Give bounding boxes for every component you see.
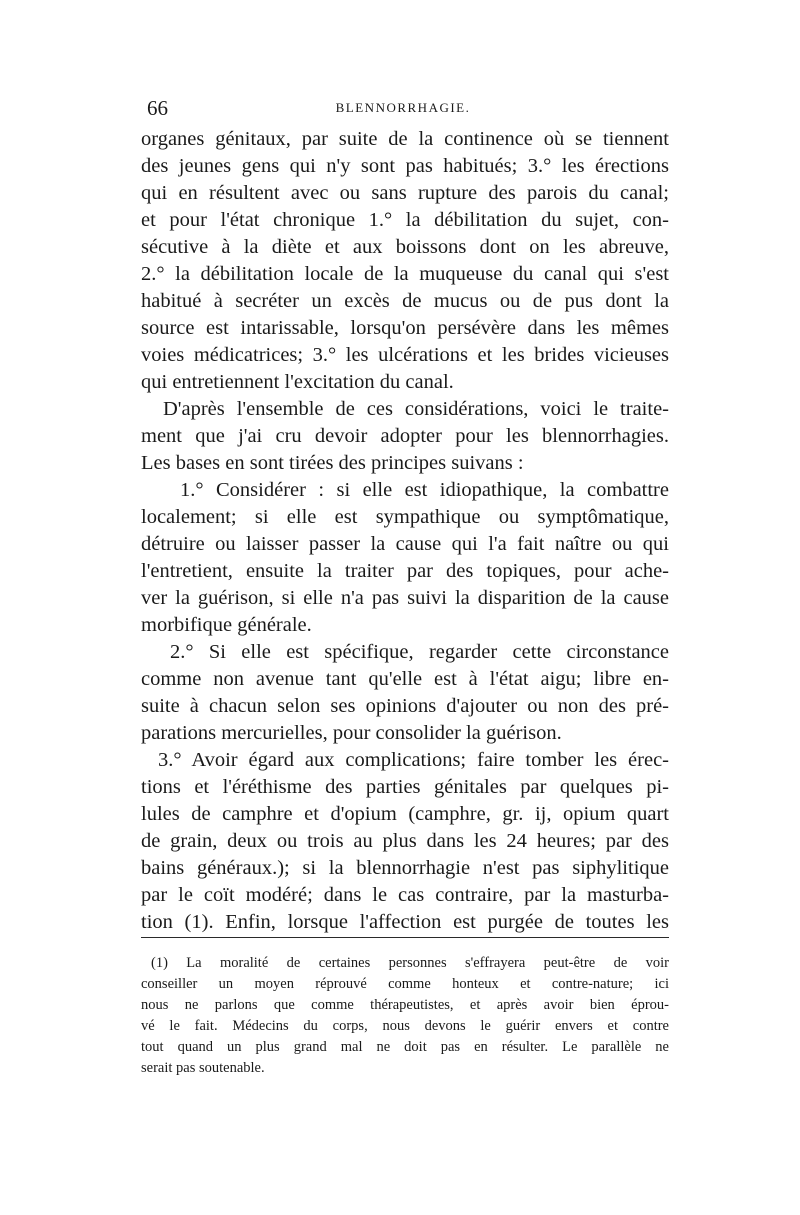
text-line: l'entretient, ensuite la traiter par des topiques, pour ache-: [141, 560, 669, 582]
page-header: [137, 96, 669, 122]
text-line: de grain, deux ou trois au plus dans les 24 heures; par des: [141, 830, 669, 852]
footnote-line: nous ne parlons que comme thérapeutistes, et après avoir bien éprou-: [141, 997, 669, 1013]
footnote-line: (1) La moralité de certaines personnes s'effrayera peut-être de voir: [151, 955, 669, 971]
text-line: ment que j'ai cru devoir adopter pour les blennorrhagies.: [141, 425, 669, 447]
text-line: D'après l'ensemble de ces considérations, voici le traite-: [163, 398, 669, 420]
text-line: organes génitaux, par suite de la continence où se tiennent: [141, 128, 669, 150]
footnote-divider: [141, 937, 669, 938]
text-line: suite à chacun selon ses opinions d'ajouter ou non des pré-: [141, 695, 669, 717]
text-line: voies médicatrices; 3.° les ulcérations et les brides vicieuses: [141, 344, 669, 366]
text-line: 2.° la débilitation locale de la muqueuse du canal qui s'est: [141, 263, 669, 285]
text-line: 1.° Considérer : si elle est idiopathique, la combattre: [180, 479, 669, 501]
text-line: des jeunes gens qui n'y sont pas habitués; 3.° les érections: [141, 155, 669, 177]
text-line: qui en résultent avec ou sans rupture des parois du canal;: [141, 182, 669, 204]
page-number: 66: [147, 96, 168, 120]
text-line: comme non avenue tant qu'elle est à l'état aigu; libre en-: [141, 668, 669, 690]
footnote-line: tout quand un plus grand mal ne doit pas en résulter. Le parallèle ne: [141, 1039, 669, 1055]
text-line: localement; si elle est sympathique ou symptômatique,: [141, 506, 669, 528]
footnote-line: conseiller un moyen réprouvé comme honteux et contre-nature; ici: [141, 976, 669, 992]
text-line: ver la guérison, si elle n'a pas suivi la disparition de la cause: [141, 587, 669, 609]
footnote-line: vé le fait. Médecins du corps, nous devons le guérir envers et contre: [141, 1018, 669, 1034]
text-line: lules de camphre et d'opium (camphre, gr. ij, opium quart: [141, 803, 669, 825]
text-line: sécutive à la diète et aux boissons dont on les abreuve,: [141, 236, 669, 258]
running-title: BLENNORRHAGIE.: [335, 100, 471, 115]
text-line: source est intarissable, lorsqu'on persévère dans les mêmes: [141, 317, 669, 339]
text-line: tions et l'éréthisme des parties génitales par quelques pi-: [141, 776, 669, 798]
footnote: [141, 953, 669, 1079]
text-line: et pour l'état chronique 1.° la débilitation du sujet, con-: [141, 209, 669, 231]
main-text: [141, 126, 669, 936]
text-line: habitué à secréter un excès de mucus ou de pus dont la: [141, 290, 669, 312]
text-line: qui entretiennent l'excitation du canal.: [141, 371, 454, 393]
text-line: 2.° Si elle est spécifique, regarder cette circonstance: [170, 641, 669, 663]
text-line: détruire ou laisser passer la cause qui l'a fait naître ou qui: [141, 533, 669, 555]
text-line: 3.° Avoir égard aux complications; faire tomber les érec-: [158, 749, 669, 771]
text-line: tion (1). Enfin, lorsque l'affection est purgée de toutes les: [141, 911, 669, 933]
text-line: parations mercurielles, pour consolider la guérison.: [141, 722, 562, 744]
text-line: bains généraux.); si la blennorrhagie n'est pas siphylitique: [141, 857, 669, 879]
footnote-line: serait pas soutenable.: [141, 1060, 265, 1076]
text-line: par le coït modéré; dans le cas contraire, par la masturba-: [141, 884, 669, 906]
text-line: Les bases en sont tirées des principes suivans :: [141, 452, 524, 474]
text-line: morbifique générale.: [141, 614, 312, 636]
